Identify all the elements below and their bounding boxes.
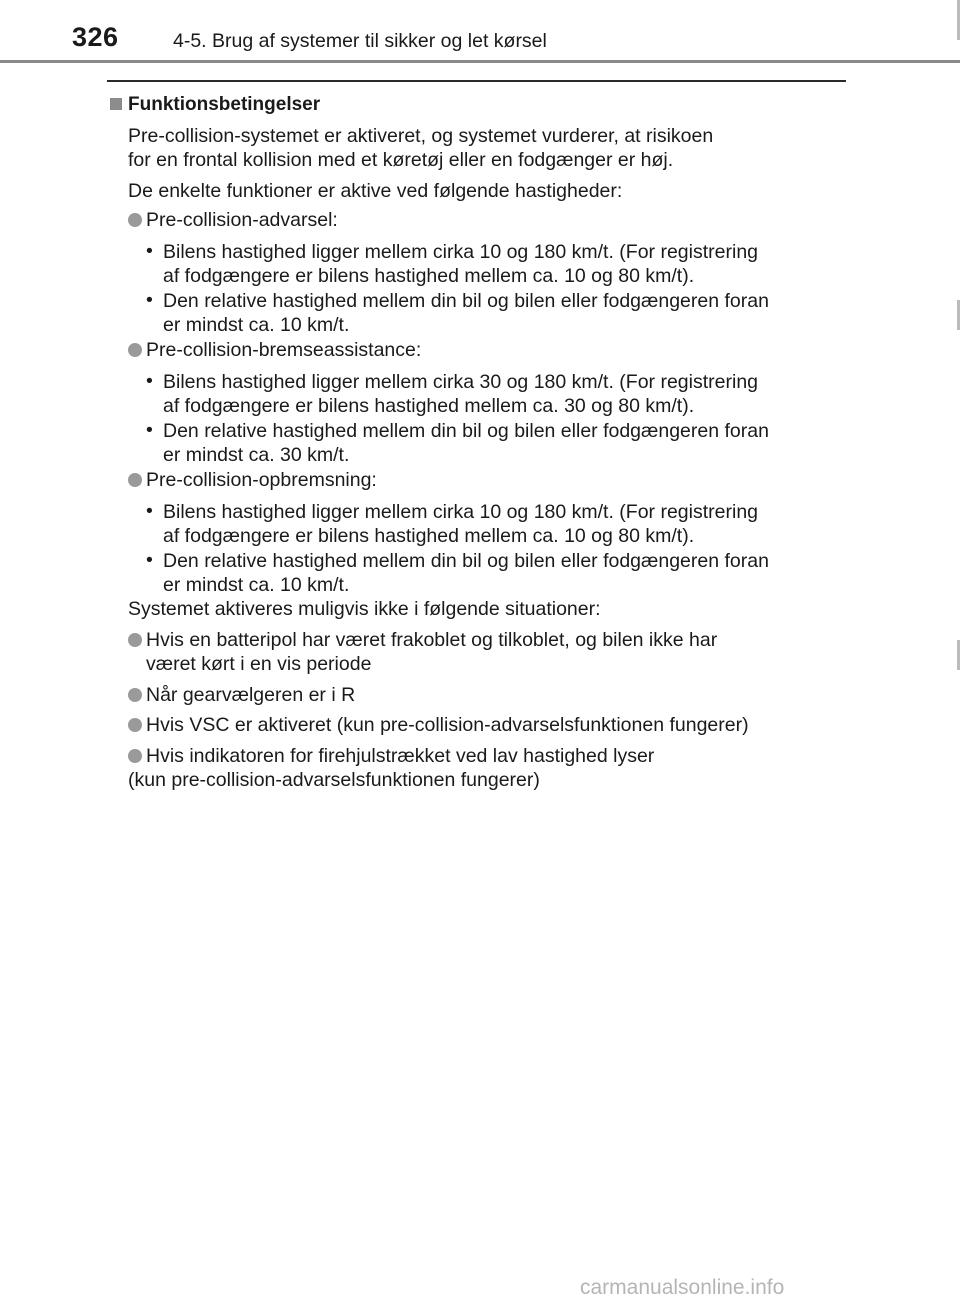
function-item: Den relative hastighed mellem din bil og bilen eller fodgængeren foran [163,420,769,442]
function-item: Bilens hastighed ligger mellem cirka 10 og 180 km/t. (For registrering [163,501,759,523]
circle-bullet-icon [128,633,142,647]
page-header [0,0,960,62]
section-title-text: Funktionsbetingelser [128,94,321,115]
header-divider [0,60,960,63]
dot-bullet-icon: • [146,240,153,262]
situation-item: været kørt i en vis periode [146,653,372,675]
dot-bullet-icon: • [146,289,153,311]
function-item: er mindst ca. 10 km/t. [163,574,350,596]
section-divider [107,80,846,82]
function-item: Bilens hastighed ligger mellem cirka 30 og 180 km/t. (For registrering [163,371,759,393]
situation-item: (kun pre-collision-advarselsfunktionen fungerer) [128,769,540,791]
intro-text: for en frontal kollision med et køretøj eller en fodgænger er høj. [128,149,674,171]
situation-item: Hvis en batteripol har været frakoblet og tilkoblet, og bilen ikke har [146,629,718,651]
function-item: af fodgængere er bilens hastighed mellem ca. 10 og 80 km/t). [163,265,695,287]
watermark: carmanualsonline.info [580,1276,785,1299]
situation-item: Hvis VSC er aktiveret (kun pre-collision-advarselsfunktionen fungerer) [146,714,749,736]
situation-item: Hvis indikatoren for firehjulstrækket ved lav hastighed lyser [146,745,655,767]
page-number: 326 [72,22,119,52]
situations-intro: Systemet aktiveres muligvis ikke i følgende situationer: [128,598,601,620]
function-item: af fodgængere er bilens hastighed mellem ca. 30 og 80 km/t). [163,395,695,417]
function-item: af fodgængere er bilens hastighed mellem ca. 10 og 80 km/t). [163,525,695,547]
situation-item: Når gearvælgeren er i R [146,684,356,706]
intro-text: Pre-collision-systemet er aktiveret, og systemet vurderer, at risikoen [128,125,714,147]
dot-bullet-icon: • [146,370,153,392]
speeds-intro: De enkelte funktioner er aktive ved følgende hastigheder: [128,180,623,202]
dot-bullet-icon: • [146,419,153,441]
dot-bullet-icon: • [146,549,153,571]
function-item: er mindst ca. 10 km/t. [163,314,350,336]
circle-bullet-icon [128,749,142,763]
circle-bullet-icon [128,718,142,732]
section-heading [110,94,320,116]
function-label: Pre-collision-advarsel: [146,209,338,231]
function-item: Den relative hastighed mellem din bil og bilen eller fodgængeren foran [163,290,769,312]
circle-bullet-icon [128,213,142,227]
function-label: Pre-collision-opbremsning: [146,469,377,491]
function-item: Bilens hastighed ligger mellem cirka 10 og 180 km/t. (For registrering [163,241,759,263]
circle-bullet-icon [128,473,142,487]
function-item: er mindst ca. 30 km/t. [163,444,350,466]
chapter-title: 4-5. Brug af systemer til sikker og let kørsel [173,30,547,52]
function-label: Pre-collision-bremseassistance: [146,339,422,361]
dot-bullet-icon: • [146,500,153,522]
square-bullet-icon [110,98,122,110]
circle-bullet-icon [128,343,142,357]
circle-bullet-icon [128,688,142,702]
function-item: Den relative hastighed mellem din bil og bilen eller fodgængeren foran [163,550,769,572]
